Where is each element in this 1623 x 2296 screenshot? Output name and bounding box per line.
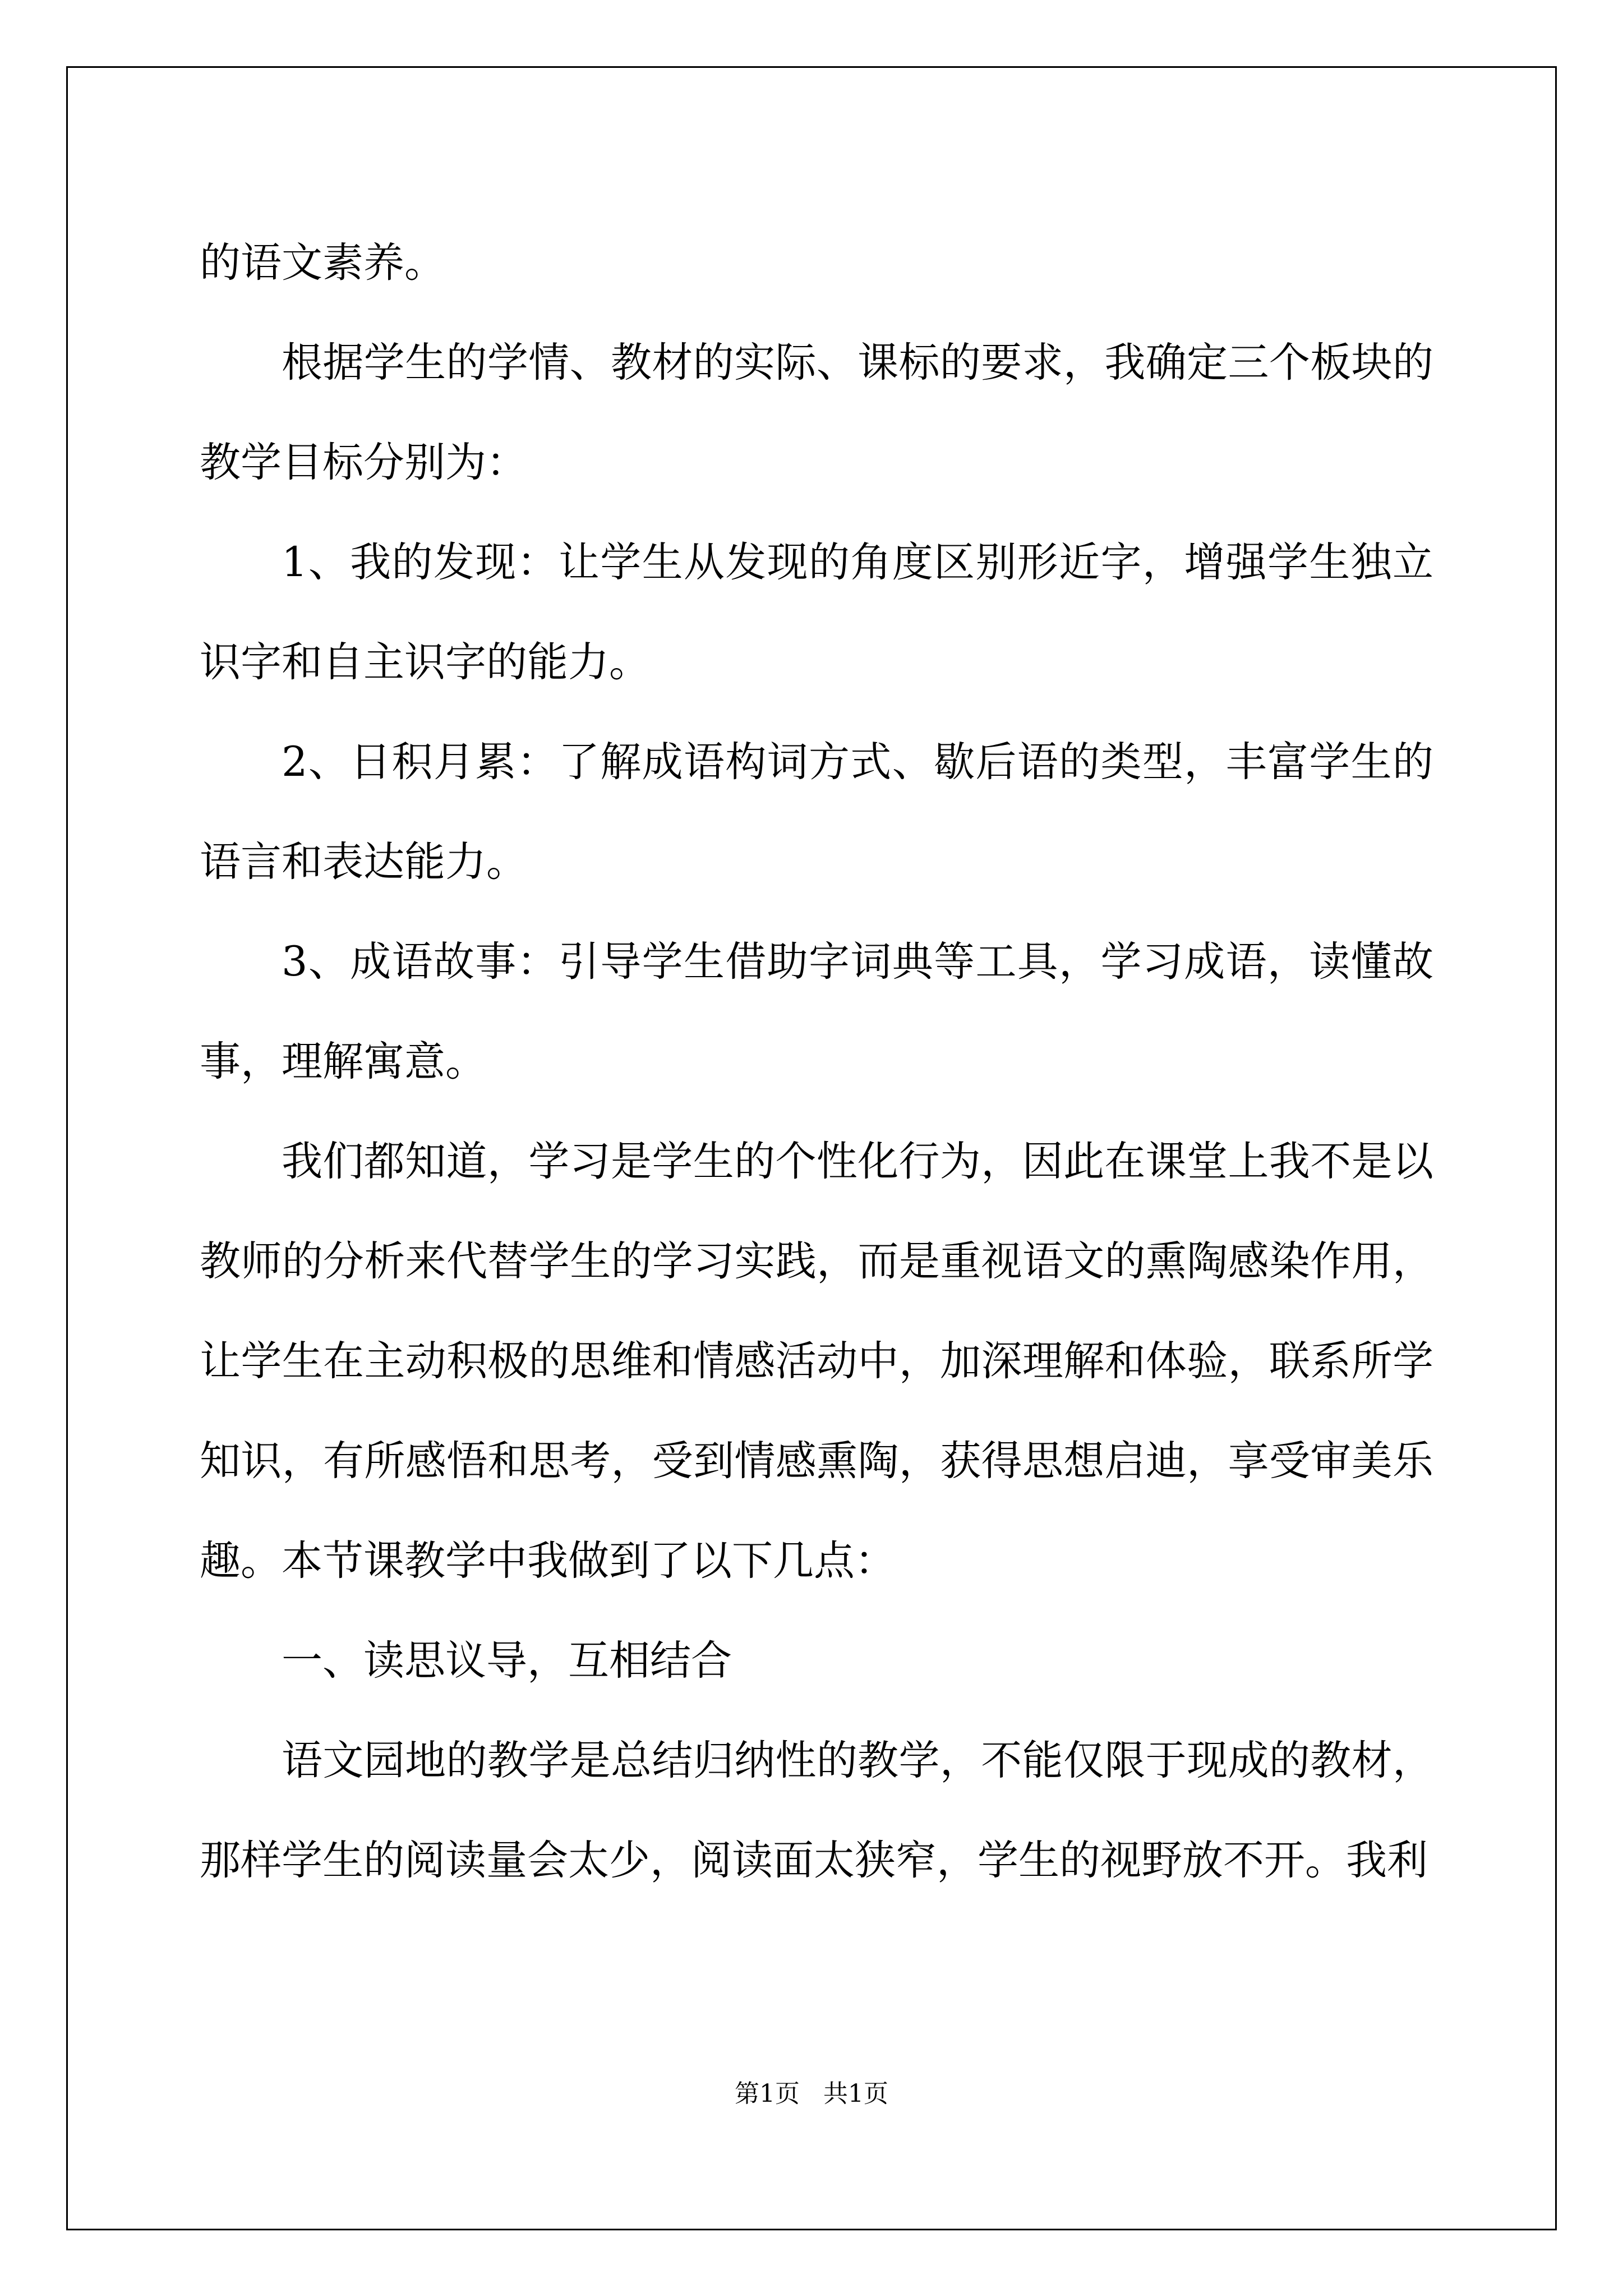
document-body bbox=[200, 213, 1433, 1911]
paragraph-7: 语文园地的教学是总结归纳性的教学，不能仅限于现成的教材，那样学生的阅读量会太少，阅读面太狭窄，学生的视野放不开。我利 bbox=[200, 1737, 1433, 1884]
page-footer: 第1页 共1页 bbox=[735, 2079, 888, 2108]
paragraph-4: 2、日积月累：了解成语构词方式、歇后语的类型，丰富学生的语言和表达能力。 bbox=[200, 738, 1433, 886]
paragraph-3: 1、我的发现：让学生从发现的角度区别形近字，增强学生独立识字和自主识字的能力。 bbox=[200, 539, 1433, 686]
paragraph-1: 的语文素养。 bbox=[200, 239, 445, 287]
section-heading: 一、读思议导，互相结合 bbox=[282, 1637, 732, 1685]
paragraph-6: 我们都知道，学习是学生的个性化行为，因此在课堂上我不是以教师的分析来代替学生的学习实践，而是重视语文的熏陶感染作用，让学生在主动积极的思维和情感活动中，加深理解和体验，联系所学知识，有所感悟和思考，受到情感熏陶，获得思想启迪，享受审美乐趣。本节课教学中我做到了以下几点： bbox=[200, 1138, 1433, 1585]
paragraph-5: 3、成语故事：引导学生借助字词典等工具，学习成语，读懂故事，理解寓意。 bbox=[200, 938, 1433, 1085]
paragraph-2: 根据学生的学情、教材的实际、课标的要求，我确定三个板块的教学目标分别为： bbox=[200, 339, 1433, 486]
